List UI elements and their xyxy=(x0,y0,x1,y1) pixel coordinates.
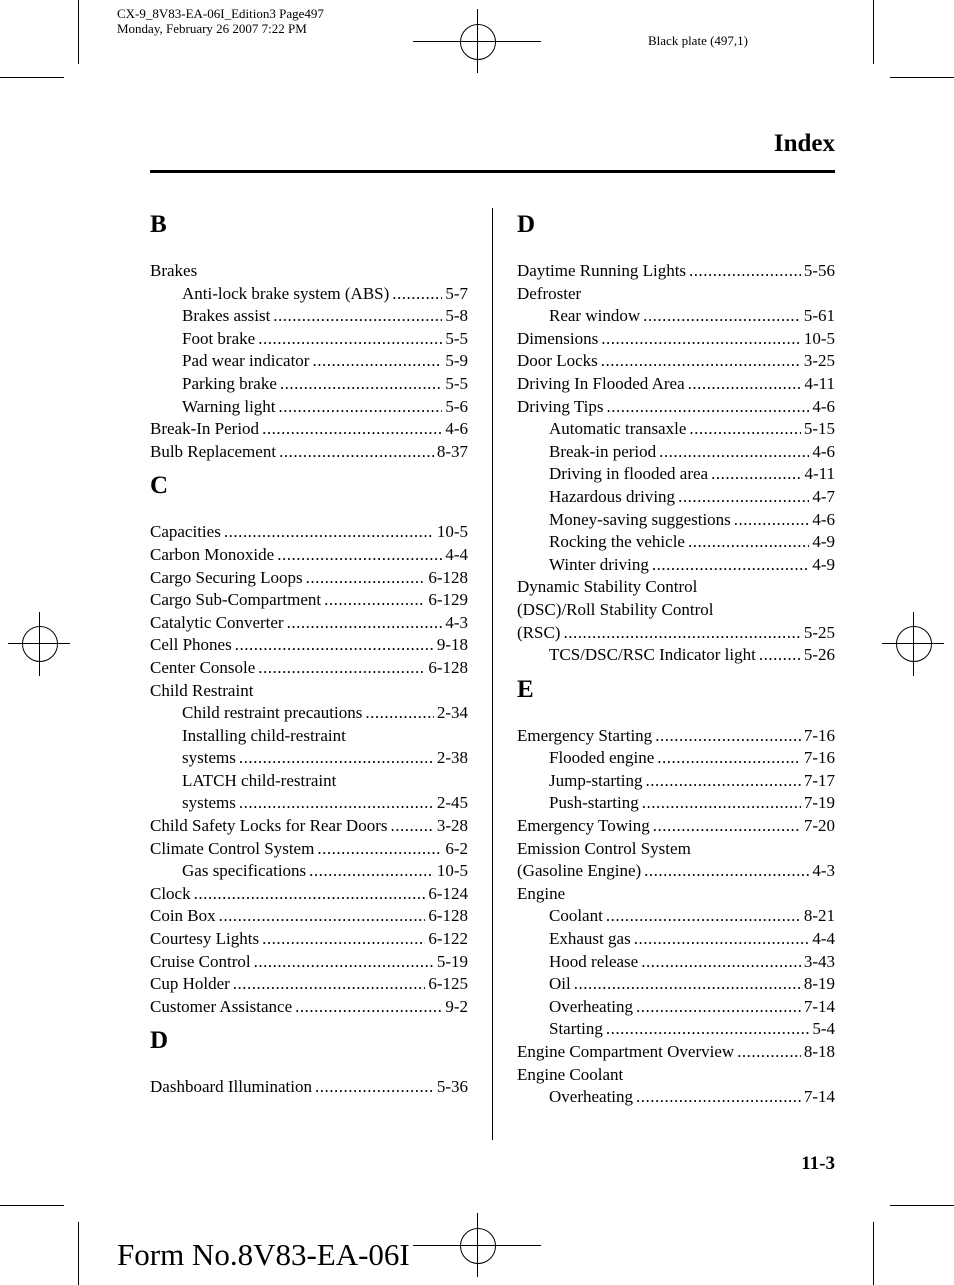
dot-leader xyxy=(634,928,810,951)
index-entry-label: Driving Tips xyxy=(517,396,604,416)
page-number: 11-3 xyxy=(801,1153,835,1174)
index-entry-page: 2-38 xyxy=(436,748,468,768)
index-entry xyxy=(150,928,468,951)
index-entry-label: Engine xyxy=(517,883,566,903)
column-divider xyxy=(492,208,493,1140)
index-column-left xyxy=(150,208,468,1099)
index-entry xyxy=(150,1076,468,1099)
index-entry-label: Coolant xyxy=(549,906,603,926)
index-entry-page: 4-6 xyxy=(812,396,835,416)
index-entry-page: 5-25 xyxy=(803,622,835,642)
index-entry-page: 7-19 xyxy=(803,793,835,813)
dot-leader xyxy=(312,350,442,373)
index-entry-page: 4-11 xyxy=(804,464,835,484)
index-entry-label: Cup Holder xyxy=(150,974,230,994)
index-entry-page: 3-25 xyxy=(803,351,835,371)
dot-leader xyxy=(233,973,426,996)
dot-leader xyxy=(317,838,442,861)
index-entry-page: 7-14 xyxy=(803,996,835,1016)
index-entry xyxy=(517,860,835,883)
index-entry-label: Parking brake xyxy=(182,373,277,393)
index-entry-label: Money-saving suggestions xyxy=(549,509,731,529)
dot-leader xyxy=(280,373,442,396)
index-entry xyxy=(150,725,468,748)
index-entry-label: LATCH child-restraint xyxy=(182,770,337,790)
index-entry-label: Pad wear indicator xyxy=(182,351,310,371)
index-entry-page: 10-5 xyxy=(436,522,468,542)
index-entry-label: Cruise Control xyxy=(150,951,251,971)
dot-leader xyxy=(655,725,801,748)
index-entry-label: Door Locks xyxy=(517,351,598,371)
index-entry-label: Emergency Towing xyxy=(517,816,650,836)
index-entry-page: 7-20 xyxy=(803,816,835,836)
dot-leader xyxy=(644,860,809,883)
index-entry-page: 4-6 xyxy=(812,509,835,529)
index-entry xyxy=(150,544,468,567)
index-entry-label: (RSC) xyxy=(517,622,561,642)
index-entry-label: Engine Coolant xyxy=(517,1064,624,1084)
index-entry xyxy=(517,441,835,464)
index-entry-label: Child Restraint xyxy=(150,680,254,700)
dot-leader xyxy=(563,622,800,645)
index-entry-page: 8-18 xyxy=(803,1042,835,1061)
index-entry xyxy=(517,996,835,1019)
dot-leader xyxy=(273,305,442,328)
index-entry xyxy=(517,418,835,441)
index-entry-label: systems xyxy=(182,793,236,813)
index-entry-label: Brakes xyxy=(150,261,198,280)
index-entry xyxy=(150,951,468,974)
dot-leader xyxy=(365,702,433,725)
index-entry xyxy=(150,883,468,906)
index-entry xyxy=(150,657,468,680)
index-entry-page: 8-37 xyxy=(436,441,468,461)
index-entry xyxy=(150,305,468,328)
title-rule xyxy=(150,170,835,173)
index-entry-label: Center Console xyxy=(150,657,256,677)
dot-leader xyxy=(606,396,809,419)
index-entry xyxy=(517,747,835,770)
index-entry xyxy=(517,622,835,645)
index-entry-label: Brakes assist xyxy=(182,306,271,326)
index-entry-label: Courtesy Lights xyxy=(150,929,260,949)
index-entry-label: Starting xyxy=(549,1019,603,1039)
index-entry-page: 4-6 xyxy=(445,419,468,439)
index-entry-label: Emergency Starting xyxy=(517,725,653,745)
dot-leader xyxy=(279,396,443,419)
index-entry xyxy=(150,283,468,306)
dot-leader xyxy=(737,1041,801,1064)
index-entry-label: Overheating xyxy=(549,1087,634,1107)
index-entry-page: 4-3 xyxy=(812,861,835,881)
index-entry xyxy=(150,521,468,544)
dot-leader xyxy=(759,644,801,667)
index-entry-page: 4-6 xyxy=(812,441,835,461)
dot-leader xyxy=(315,1076,434,1099)
index-entry-label: Foot brake xyxy=(182,328,256,348)
index-entry-label: Carbon Monoxide xyxy=(150,544,275,564)
dot-leader xyxy=(239,747,434,770)
index-entry-label: Driving In Flooded Area xyxy=(517,373,685,393)
index-entry-label: Hood release xyxy=(549,951,639,971)
index-entry-page: 5-56 xyxy=(803,261,835,280)
index-entry-label: Break-In Period xyxy=(150,419,260,439)
index-entry-label: Rear window xyxy=(549,306,641,326)
index-entry xyxy=(150,905,468,928)
index-entry xyxy=(517,554,835,577)
dot-leader xyxy=(574,973,801,996)
index-entry xyxy=(517,1018,835,1041)
index-column-right xyxy=(517,208,835,1109)
index-entry-label: Rocking the vehicle xyxy=(549,532,685,552)
index-entry-label: (DSC)/Roll Stability Control xyxy=(517,599,714,619)
index-entry xyxy=(517,373,835,396)
index-entry-page: 4-4 xyxy=(812,929,835,949)
dot-leader xyxy=(277,544,442,567)
file-info xyxy=(117,6,324,36)
index-entry xyxy=(517,1086,835,1109)
index-entry-label: Flooded engine xyxy=(549,748,655,768)
index-entry-label: Child Safety Locks for Rear Doors xyxy=(150,816,388,836)
index-entry-label: Warning light xyxy=(182,396,276,416)
index-entry-label: Child restraint precautions xyxy=(182,703,363,723)
index-entry-page: 5-6 xyxy=(445,396,468,416)
index-entry-page: 3-43 xyxy=(803,951,835,971)
index-entry xyxy=(517,1064,835,1087)
dot-leader xyxy=(643,305,801,328)
index-entry-label: Customer Assistance xyxy=(150,996,293,1016)
index-entry xyxy=(150,815,468,838)
index-entry xyxy=(517,951,835,974)
index-entry xyxy=(517,260,835,283)
index-entry-page: 6-2 xyxy=(445,838,468,858)
index-entry-page: 5-9 xyxy=(445,351,468,371)
dot-leader xyxy=(652,554,809,577)
index-entry-page: 4-9 xyxy=(812,532,835,552)
index-entry-label: Cell Phones xyxy=(150,635,232,655)
section-letter: B xyxy=(150,211,167,238)
index-entry-label: Emission Control System xyxy=(517,838,691,858)
index-entry-label: Anti-lock brake system (ABS) xyxy=(182,283,390,303)
index-entry xyxy=(517,905,835,928)
index-entry-page: 9-2 xyxy=(445,996,468,1016)
dot-leader xyxy=(636,1086,801,1109)
index-entry-label: Automatic transaxle xyxy=(549,419,687,439)
index-entry-label: systems xyxy=(182,748,236,768)
index-entry-page: 7-14 xyxy=(803,1087,835,1107)
dot-leader xyxy=(287,612,443,635)
dot-leader xyxy=(689,260,801,283)
index-entry-label: Gas specifications xyxy=(182,861,307,881)
index-entry-page: 6-128 xyxy=(428,906,468,926)
dot-leader xyxy=(688,531,809,554)
index-entry-page: 7-16 xyxy=(803,748,835,768)
index-entry-page: 5-8 xyxy=(445,306,468,326)
dot-leader xyxy=(306,567,426,590)
index-entry-page: 5-61 xyxy=(803,306,835,326)
dot-leader xyxy=(219,905,426,928)
index-entry-page: 4-7 xyxy=(812,486,835,506)
index-entry xyxy=(517,838,835,861)
index-entry xyxy=(517,815,835,838)
index-entry xyxy=(150,328,468,351)
index-entry-label: Oil xyxy=(549,974,571,994)
dot-leader xyxy=(606,905,801,928)
index-entry-label: Installing child-restraint xyxy=(182,725,346,745)
dot-leader xyxy=(642,792,801,815)
index-entry-label: Catalytic Converter xyxy=(150,612,284,632)
index-entry xyxy=(517,283,835,306)
index-entry-label: Defroster xyxy=(517,283,582,303)
plate-label: Black plate (497,1) xyxy=(648,33,748,48)
dot-leader xyxy=(711,463,801,486)
dot-leader xyxy=(641,951,801,974)
index-entry xyxy=(150,441,468,464)
index-entry xyxy=(517,770,835,793)
index-entry xyxy=(150,996,468,1019)
index-entry xyxy=(517,792,835,815)
index-entry xyxy=(517,644,835,667)
index-entry-page: 2-34 xyxy=(436,703,468,723)
dot-leader xyxy=(390,815,433,838)
index-entry-page: 6-128 xyxy=(428,657,468,677)
dot-leader xyxy=(689,418,800,441)
index-entry xyxy=(517,1041,835,1064)
dot-leader xyxy=(239,792,434,815)
section-letter: E xyxy=(517,675,534,703)
dot-leader xyxy=(678,486,809,509)
index-entry xyxy=(517,328,835,351)
dot-leader xyxy=(295,996,442,1019)
index-entry xyxy=(517,576,835,599)
index-entry xyxy=(517,883,835,906)
index-entry-page: 4-3 xyxy=(445,612,468,632)
index-entry xyxy=(150,418,468,441)
index-entry-label: Capacities xyxy=(150,522,221,542)
index-entry-page: 6-124 xyxy=(428,883,468,903)
index-entry xyxy=(150,260,468,283)
index-entry-page: 6-129 xyxy=(428,590,468,610)
index-entry-page: 5-5 xyxy=(445,373,468,393)
index-entry-page: 8-19 xyxy=(803,974,835,994)
index-entry-label: Dynamic Stability Control xyxy=(517,577,698,597)
index-entry-label: Dimensions xyxy=(517,328,599,348)
dot-leader xyxy=(636,996,801,1019)
index-entry xyxy=(517,305,835,328)
dot-leader xyxy=(324,589,425,612)
file-info-line1: CX-9_8V83-EA-06I_Edition3 Page497 xyxy=(117,6,324,21)
index-entry xyxy=(517,396,835,419)
index-entry xyxy=(517,463,835,486)
index-entry xyxy=(150,680,468,703)
dot-leader xyxy=(262,928,425,951)
index-entry xyxy=(150,860,468,883)
dot-leader xyxy=(224,521,434,544)
index-entry xyxy=(150,634,468,657)
index-entry xyxy=(150,770,468,793)
index-entry xyxy=(150,567,468,590)
index-entry-label: Overheating xyxy=(549,996,634,1016)
section-letter: C xyxy=(150,472,169,500)
page-title: Index xyxy=(773,130,835,157)
dot-leader xyxy=(601,350,801,373)
index-entry-page: 5-15 xyxy=(803,419,835,439)
index-entry-page: 5-26 xyxy=(803,645,835,665)
dot-leader xyxy=(688,373,802,396)
section-letter: D xyxy=(517,211,536,238)
dot-leader xyxy=(392,283,442,306)
index-entry-label: Clock xyxy=(150,883,191,903)
index-entry xyxy=(517,486,835,509)
index-entry-page: 4-4 xyxy=(445,544,468,564)
index-entry-page: 4-9 xyxy=(812,554,835,574)
dot-leader xyxy=(646,770,801,793)
index-entry xyxy=(150,702,468,725)
index-entry-page: 5-36 xyxy=(436,1077,468,1097)
file-info-line2: Monday, February 26 2007 7:22 PM xyxy=(117,21,307,36)
index-entry xyxy=(150,792,468,815)
dot-leader xyxy=(657,747,801,770)
dot-leader xyxy=(309,860,434,883)
dot-leader xyxy=(254,951,434,974)
dot-leader xyxy=(734,509,810,532)
index-entry-page: 6-122 xyxy=(428,929,468,949)
dot-leader xyxy=(258,328,442,351)
index-entry-page: 6-125 xyxy=(428,974,468,994)
index-entry-page: 5-7 xyxy=(445,283,468,303)
index-entry-label: Engine Compartment Overview xyxy=(517,1042,735,1061)
index-entry xyxy=(150,350,468,373)
index-entry-page: 3-28 xyxy=(436,816,468,836)
index-entry-page: 8-21 xyxy=(803,906,835,926)
index-entry-page: 5-5 xyxy=(445,328,468,348)
index-entry-label: Push-starting xyxy=(549,793,639,813)
index-entry-page: 9-18 xyxy=(436,635,468,655)
index-entry xyxy=(517,973,835,996)
index-entry-label: Jump-starting xyxy=(549,770,643,790)
index-entry xyxy=(517,599,835,622)
index-entry xyxy=(517,725,835,748)
dot-leader xyxy=(653,815,801,838)
index-entry xyxy=(517,350,835,373)
index-entry-page: 5-4 xyxy=(812,1019,835,1039)
index-entry-label: Bulb Replacement xyxy=(150,441,277,461)
dot-leader xyxy=(262,418,442,441)
index-entry-page: 6-128 xyxy=(428,567,468,587)
dot-leader xyxy=(194,883,426,906)
index-entry-page: 4-11 xyxy=(804,373,835,393)
index-entry xyxy=(150,747,468,770)
index-entry-label: Climate Control System xyxy=(150,838,315,858)
index-entry-label: Hazardous driving xyxy=(549,486,676,506)
form-number: Form No.8V83-EA-06I xyxy=(117,1237,410,1272)
index-entry-label: (Gasoline Engine) xyxy=(517,861,642,881)
section-letter: D xyxy=(150,1027,169,1055)
dot-leader xyxy=(235,634,434,657)
index-entry-page: 10-5 xyxy=(803,328,835,348)
index-entry-label: Exhaust gas xyxy=(549,929,631,949)
index-entry-label: Driving in flooded area xyxy=(549,464,709,484)
index-entry xyxy=(517,509,835,532)
index-entry xyxy=(150,396,468,419)
index-entry-label: Cargo Sub-Compartment xyxy=(150,590,322,610)
index-entry-label: TCS/DSC/RSC Indicator light xyxy=(549,645,756,665)
index-entry xyxy=(517,531,835,554)
index-entry-label: Dashboard Illumination xyxy=(150,1077,312,1097)
index-entry-page: 10-5 xyxy=(436,861,468,881)
index-entry xyxy=(150,973,468,996)
dot-leader xyxy=(258,657,425,680)
index-entry-label: Break-in period xyxy=(549,441,657,461)
index-entry-label: Winter driving xyxy=(549,554,649,574)
index-entry-label: Coin Box xyxy=(150,906,216,926)
index-entry-page: 7-16 xyxy=(803,725,835,745)
index-entry-page: 2-45 xyxy=(436,793,468,813)
index-entry xyxy=(150,373,468,396)
index-entry-label: Daytime Running Lights xyxy=(517,261,687,280)
index-entry-label: Cargo Securing Loops xyxy=(150,567,303,587)
index-entry xyxy=(150,612,468,635)
index-entry-page: 5-19 xyxy=(436,951,468,971)
index-entry-page: 7-17 xyxy=(803,770,835,790)
dot-leader xyxy=(601,328,801,351)
index-entry xyxy=(517,928,835,951)
index-entry xyxy=(150,589,468,612)
dot-leader xyxy=(659,441,809,464)
dot-leader xyxy=(606,1018,809,1041)
index-entry xyxy=(150,838,468,861)
dot-leader xyxy=(279,441,434,464)
